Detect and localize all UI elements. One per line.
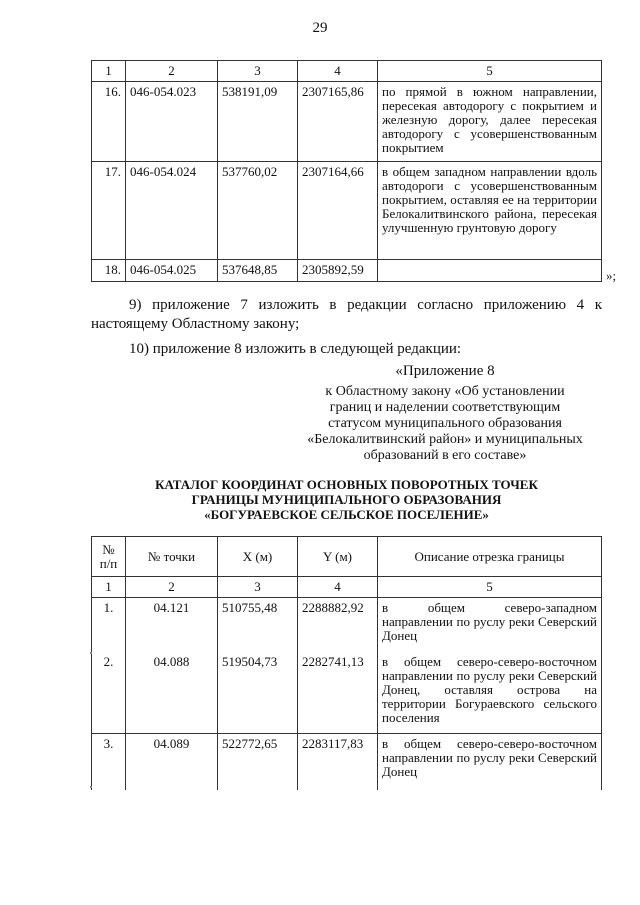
item-9-paragraph: 9) приложение 7 изложить в редакции согласно приложению 4 к настоящему Областному закону; xyxy=(91,297,602,332)
coordinates-table-continued xyxy=(91,60,602,282)
x-coord: 510755,48 xyxy=(218,598,298,652)
table-number-row xyxy=(92,61,602,82)
col-number: 3 xyxy=(218,577,298,598)
point-id: 04.088 xyxy=(126,652,218,734)
segment-description: в общем западном направлении вдоль автодороги с усовершенствованным покрытием, оставляя ее на территории Белокалитвинского района, пересекая улучшенную грунтовую дорогу xyxy=(378,162,602,260)
segment-description: в общем северо-северо-восточном направлении по руслу реки Северский Донец, оставляя острова на территории Богураевского сельского поселения xyxy=(378,652,602,734)
y-coord: 2307165,86 xyxy=(298,82,378,162)
row-no: 3. xyxy=(92,734,126,790)
x-coord: 519504,73 xyxy=(218,652,298,734)
table-number-row xyxy=(92,577,602,598)
point-id: 046-054.025 xyxy=(126,260,218,282)
row-no: 16. xyxy=(92,82,126,162)
y-coord: 2307164,66 xyxy=(298,162,378,260)
x-coord: 537760,02 xyxy=(218,162,298,260)
appendix-line: «Белокалитвинский район» и муниципальных xyxy=(307,432,583,447)
table-row xyxy=(92,598,602,652)
scan-speck xyxy=(90,786,92,788)
table-row xyxy=(92,162,602,260)
y-coord: 2305892,59 xyxy=(298,260,378,282)
col-number: 2 xyxy=(126,577,218,598)
x-coord: 537648,85 xyxy=(218,260,298,282)
coordinates-catalog-table xyxy=(91,536,602,790)
column-header: № п/п xyxy=(92,537,126,577)
x-coord: 538191,09 xyxy=(218,82,298,162)
appendix-line: границ и наделении соответствующим xyxy=(329,400,561,415)
table-row xyxy=(92,734,602,790)
segment-description: в общем северо-западном направлении по руслу реки Северский Донец xyxy=(378,598,602,652)
column-header: X (м) xyxy=(218,537,298,577)
row-no: 17. xyxy=(92,162,126,260)
row-no: 1. xyxy=(92,598,126,652)
table-row xyxy=(92,260,602,282)
point-id: 046-054.023 xyxy=(126,82,218,162)
col-number: 4 xyxy=(298,61,378,82)
closing-quote: »; xyxy=(606,268,617,283)
y-coord: 2288882,92 xyxy=(298,598,378,652)
appendix-line: к Областному закону «Об установлении xyxy=(325,384,565,399)
segment-description: в общем северо-северо-восточном направлении по руслу реки Северский Донец xyxy=(378,734,602,790)
segment-description: по прямой в южном направлении, пересекая автодорогу с покрытием и железную дорогу, далее пересекая автодорогу с усовершенствованным покрытием xyxy=(378,82,602,162)
table-row xyxy=(92,82,602,162)
y-coord: 2283117,83 xyxy=(298,734,378,790)
appendix-title: «Приложение 8 xyxy=(395,363,495,379)
column-header: Y (м) xyxy=(298,537,378,577)
col-number: 5 xyxy=(378,577,602,598)
column-header: № точки xyxy=(126,537,218,577)
scan-speck xyxy=(90,652,92,654)
catalog-heading xyxy=(91,477,602,522)
col-number: 3 xyxy=(218,61,298,82)
appendix-line: статусом муниципального образования xyxy=(328,416,562,431)
col-number: 2 xyxy=(126,61,218,82)
heading-line: ГРАНИЦЫ МУНИЦИПАЛЬНОГО ОБРАЗОВАНИЯ xyxy=(191,492,502,507)
table-row xyxy=(92,652,602,734)
x-coord: 522772,65 xyxy=(218,734,298,790)
row-no: 2. xyxy=(92,652,126,734)
row-no: 18. xyxy=(92,260,126,282)
table-header-row xyxy=(92,537,602,577)
col-number: 1 xyxy=(92,577,126,598)
appendix-line: образований в его составе» xyxy=(363,448,527,463)
column-header: Описание отрезка границы xyxy=(378,537,602,577)
page-number: 29 xyxy=(312,20,328,36)
col-number: 1 xyxy=(92,61,126,82)
col-number: 5 xyxy=(378,61,602,82)
item-10-paragraph: 10) приложение 8 изложить в следующей редакции: xyxy=(129,341,462,357)
y-coord: 2282741,13 xyxy=(298,652,378,734)
segment-description xyxy=(378,260,602,282)
heading-line: «БОГУРАЕВСКОЕ СЕЛЬСКОЕ ПОСЕЛЕНИЕ» xyxy=(204,507,489,522)
col-number: 4 xyxy=(298,577,378,598)
point-id: 04.089 xyxy=(126,734,218,790)
heading-line: КАТАЛОГ КООРДИНАТ ОСНОВНЫХ ПОВОРОТНЫХ ТОЧЕК xyxy=(155,477,538,492)
point-id: 046-054.024 xyxy=(126,162,218,260)
point-id: 04.121 xyxy=(126,598,218,652)
